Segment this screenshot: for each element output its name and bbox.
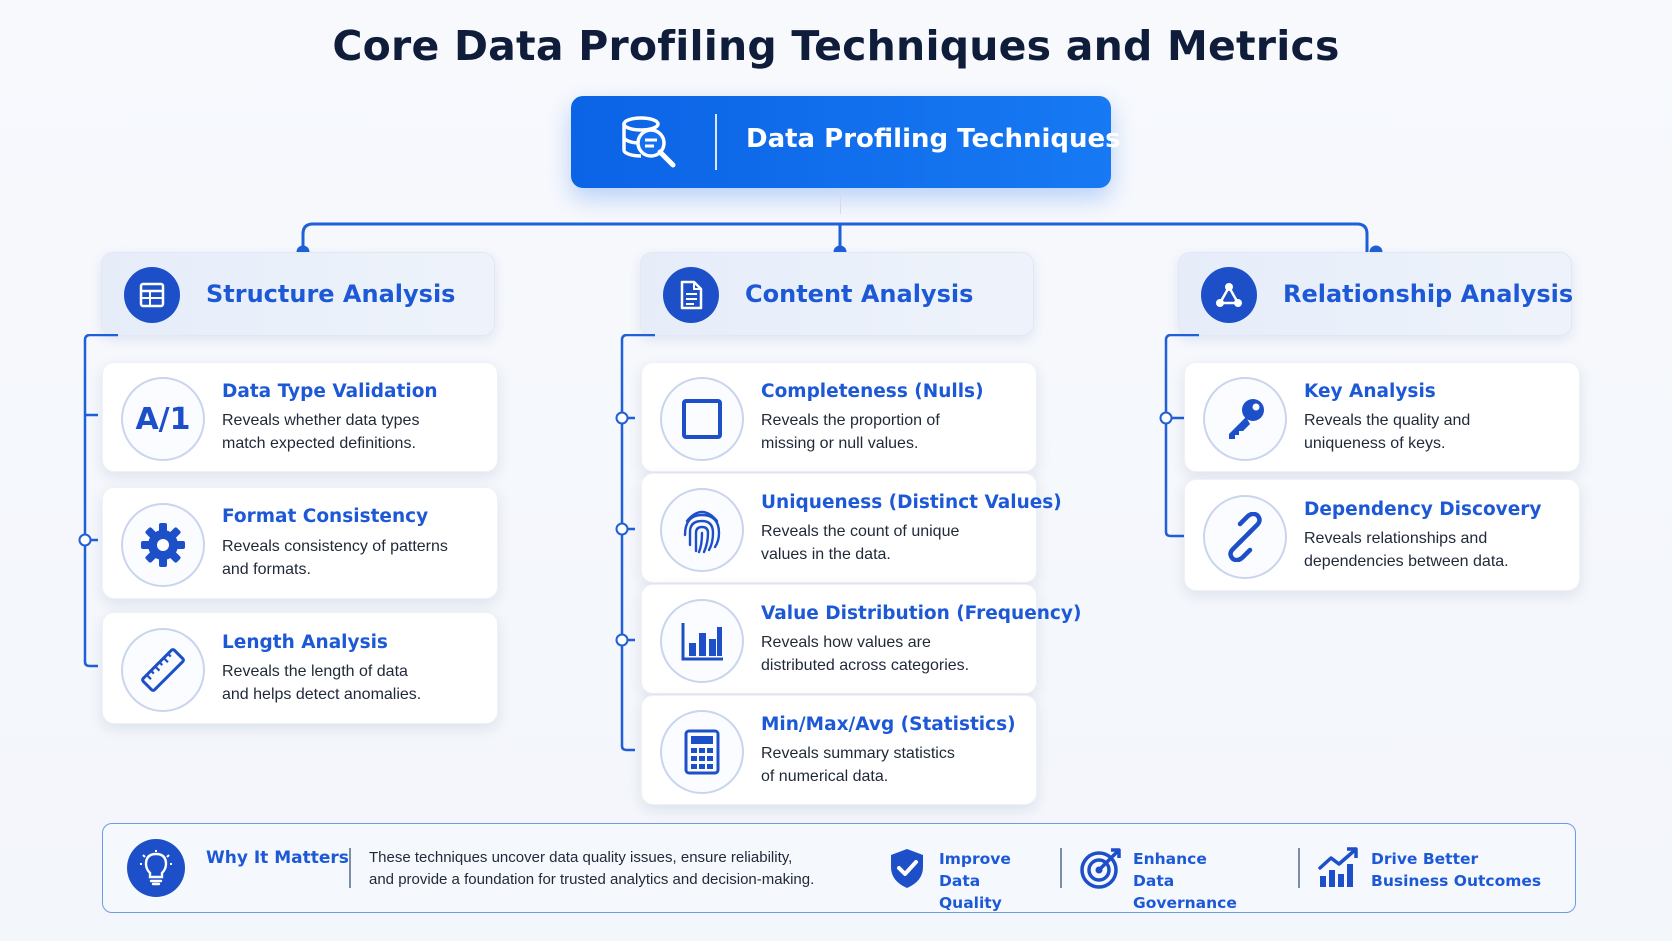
benefit-label: Improve Data Quality (939, 850, 1011, 912)
calculator-icon (660, 710, 744, 794)
link-icon (1203, 495, 1287, 579)
lightbulb-icon (127, 839, 185, 897)
card-min-max-avg (641, 695, 1037, 805)
card-description: Reveals the proportion of missing or null values. (761, 412, 940, 452)
card-description: Reveals how values are distributed across categories. (761, 634, 970, 674)
card-title: Format Consistency (222, 506, 429, 527)
page-title: Core Data Profiling Techniques and Metrics (332, 22, 1340, 70)
card-format-consistency (102, 487, 498, 599)
document-icon (663, 267, 719, 323)
key-icon (1203, 377, 1287, 461)
gear-icon (121, 503, 205, 587)
connector-node (1160, 412, 1173, 425)
connector-node (616, 412, 629, 425)
card-title: Completeness (Nulls) (761, 381, 984, 402)
connector-node (79, 534, 92, 547)
banner-divider (715, 114, 717, 170)
card-title: Data Type Validation (222, 381, 438, 402)
card-description: Reveals the length of data and helps detect anomalies. (222, 663, 422, 703)
card-title: Key Analysis (1304, 381, 1436, 402)
connector-node (616, 523, 629, 536)
card-description: Reveals consistency of patterns and formats. (222, 538, 448, 578)
card-description: Reveals summary statistics of numerical data. (761, 745, 955, 785)
category-label: Content Analysis (745, 280, 974, 308)
why-it-matters-panel (102, 823, 1576, 913)
card-uniqueness (641, 473, 1062, 583)
benefit-drive-better-business-outcomes (1317, 842, 1547, 894)
card-dependency-discovery (1184, 479, 1580, 591)
card-completeness (641, 362, 1037, 472)
ruler-icon (121, 628, 205, 712)
card-title: Uniqueness (Distinct Values) (761, 492, 1062, 513)
card-key-analysis (1184, 362, 1580, 472)
connector-node (616, 634, 629, 647)
benefit-label: Drive Better Business Outcomes (1371, 850, 1542, 890)
card-description: Reveals the quality and uniqueness of keys. (1304, 412, 1471, 452)
why-it-matters-heading: Why It Matters (206, 848, 349, 868)
target-icon (1079, 846, 1123, 890)
category-structure-analysis (101, 252, 495, 336)
card-description: Reveals the count of unique values in the data. (761, 523, 960, 563)
category-label: Relationship Analysis (1283, 280, 1574, 308)
benefit-enhance-data-governance (1079, 842, 1279, 912)
card-title: Length Analysis (222, 632, 388, 653)
bar-chart-icon (660, 599, 744, 683)
network-icon (1201, 267, 1257, 323)
category-relationship-analysis (1178, 252, 1572, 336)
category-label: Structure Analysis (206, 280, 456, 308)
benefit-label: Enhance Data Governance (1133, 850, 1237, 912)
card-description: Reveals relationships and dependencies between data. (1304, 530, 1509, 570)
growth-chart-icon (1317, 846, 1361, 890)
empty-square-icon (660, 377, 744, 461)
card-title: Min/Max/Avg (Statistics) (761, 714, 1016, 735)
root-node-data-profiling-techniques (571, 96, 1121, 188)
fingerprint-icon (660, 488, 744, 572)
card-title: Dependency Discovery (1304, 499, 1542, 520)
card-data-type-validation (102, 362, 498, 472)
footer-divider (1060, 848, 1062, 888)
card-title: Value Distribution (Frequency) (761, 603, 1082, 624)
category-content-analysis (640, 252, 1034, 336)
card-description: Reveals whether data types match expected definitions. (222, 412, 420, 452)
card-length-analysis (102, 612, 498, 724)
table-icon (124, 267, 180, 323)
shield-check-icon (885, 846, 929, 890)
why-it-matters-text: These techniques uncover data quality issues, ensure reliability, and provide a foundation for trusted analytics and decision-making. (369, 849, 815, 888)
footer-divider (349, 848, 351, 888)
database-search-icon (615, 110, 681, 172)
footer-divider (1298, 848, 1300, 888)
banner-label: Data Profiling Techniques (746, 124, 1121, 154)
type-icon: A/1 (121, 377, 205, 461)
card-value-distribution (641, 584, 1082, 694)
benefit-improve-data-quality (885, 842, 1045, 912)
